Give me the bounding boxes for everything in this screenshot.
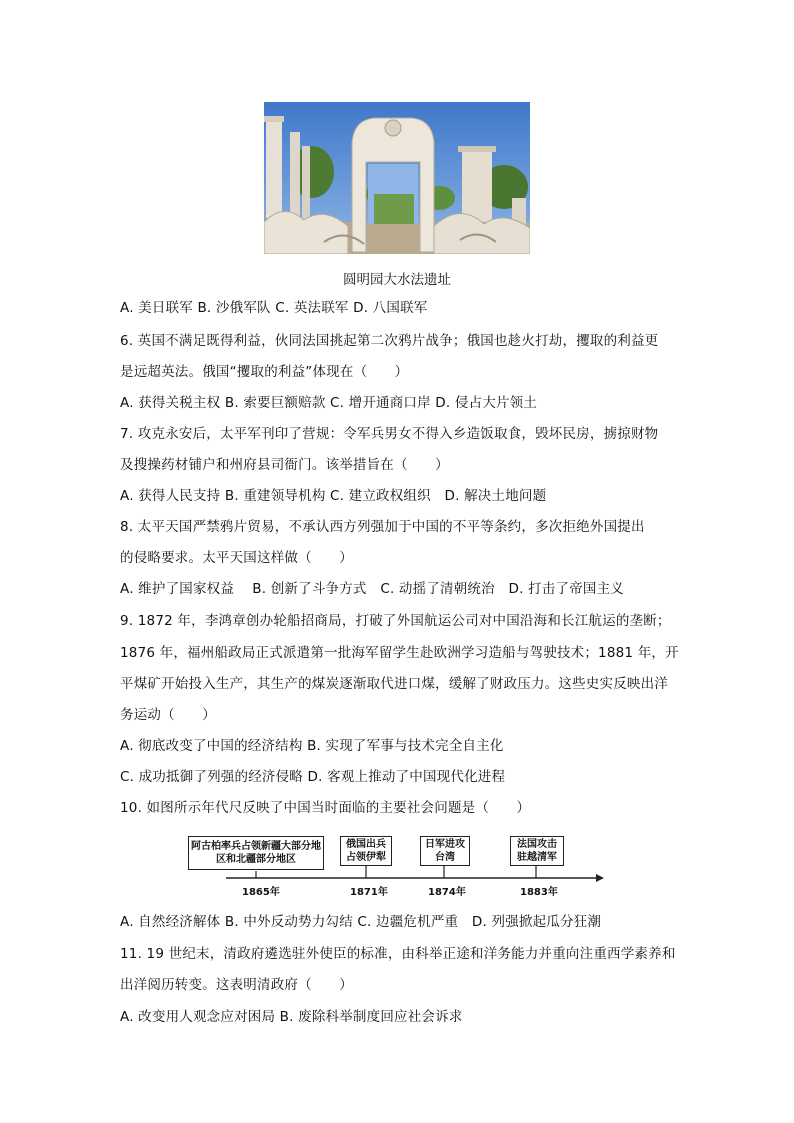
q8-stem-line1: 8. 太平天国严禁鸦片贸易，不承认西方列强加于中国的不平等条约，多次拒绝外国提出 [120, 519, 645, 535]
timeline-event-4: 法国攻击驻越清军 [510, 836, 564, 866]
photo-caption: 圆明园大水法遗址 [343, 272, 451, 288]
q7-stem-line2: 及搜操药材铺户和州府县司衙门。该举措旨在（ ） [120, 457, 449, 473]
timeline-year-2: 1871年 [350, 887, 388, 898]
timeline-year-4: 1883年 [520, 887, 558, 898]
q9-stem-line2: 1876 年，福州船政局正式派遣第一批海军留学生赴欧洲学习造船与驾驶技术；1881 年，开 [120, 645, 679, 661]
timeline-chart [186, 834, 606, 896]
q9-stem-line4: 务运动（ ） [120, 707, 216, 723]
timeline-year-3: 1874年 [428, 887, 466, 898]
timeline-year-1: 1865年 [242, 887, 280, 898]
q9-stem-line1: 9. 1872 年，李鸿章创办轮船招商局，打破了外国航运公司对中国沿海和长江航运的垄断； [120, 613, 671, 629]
q9-options-2: C. 成功抵御了列强的经济侵略 D. 客观上推动了中国现代化进程 [120, 769, 506, 785]
timeline-event-2: 俄国出兵占领伊犁 [340, 836, 392, 866]
q7-stem-line1: 7. 攻克永安后，太平军刊印了营规：令军兵男女不得入乡造饭取食，毁坏民房，掳掠财物 [120, 426, 659, 442]
timeline-event-3: 日军进攻台湾 [420, 836, 470, 866]
timeline-event-1: 阿古柏率兵占领新疆大部分地区和北疆部分地区 [188, 836, 324, 870]
q8-options: A. 维护了国家权益 B. 创新了斗争方式 C. 动摇了清朝统治 D. 打击了帝国主义 [120, 581, 625, 597]
q6-stem-line2: 是远超英法。俄国“攫取的利益”体现在（ ） [120, 364, 409, 380]
q6-options: A. 获得关税主权 B. 索要巨额赔款 C. 增开通商口岸 D. 侵占大片领土 [120, 395, 538, 411]
q11-stem-line2: 出洋阅历转变。这表明清政府（ ） [120, 977, 353, 993]
q5-options: A. 美日联军 B. 沙俄军队 C. 英法联军 D. 八国联军 [120, 300, 428, 316]
q8-stem-line2: 的侵略要求。太平天国这样做（ ） [120, 550, 353, 566]
q10-stem: 10. 如图所示年代尺反映了中国当时面临的主要社会问题是（ ） [120, 800, 531, 816]
q9-stem-line3: 平煤矿开始投入生产，其生产的煤炭逐渐取代进口煤，缓解了财政压力。这些史实反映出洋 [120, 676, 668, 692]
q9-options-1: A. 彻底改变了中国的经济结构 B. 实现了军事与技术完全自主化 [120, 738, 504, 754]
q7-options: A. 获得人民支持 B. 重建领导机构 C. 建立政权组织 D. 解决土地问题 [120, 488, 547, 504]
q6-stem-line1: 6. 英国不满足既得利益，伙同法国挑起第二次鸦片战争；俄国也趁火打劫，攫取的利益更 [120, 333, 659, 349]
yuanmingyuan-ruins-photo [264, 102, 530, 254]
q11-options: A. 改变用人观念应对困局 B. 废除科举制度回应社会诉求 [120, 1009, 463, 1025]
q10-options: A. 自然经济解体 B. 中外反动势力勾结 C. 边疆危机严重 D. 列强掀起瓜分狂潮 [120, 914, 602, 930]
q11-stem-line1: 11. 19 世纪末，清政府遴选驻外使臣的标准，由科举正途和洋务能力并重向注重西学素养和 [120, 946, 676, 962]
